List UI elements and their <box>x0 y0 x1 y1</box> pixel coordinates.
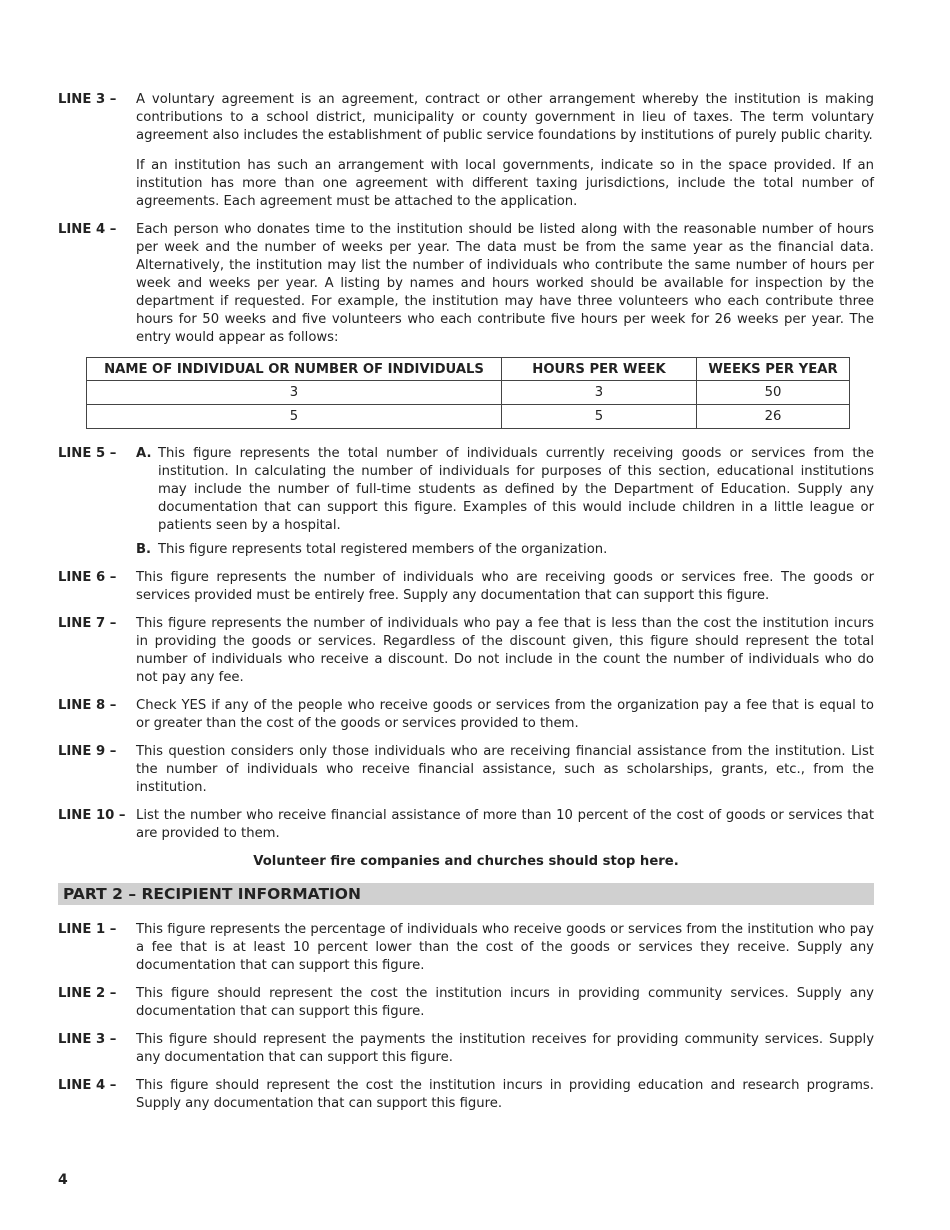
line-label: LINE 9 – <box>58 744 117 759</box>
part2-line1 <box>58 921 874 975</box>
line-text: A voluntary agreement is an agreement, contract or other arrangement whereby the institution is making contributions to a school district, municipality or county government in lieu of taxes. The term voluntary agreement also includes the establishment of public service foundations by institutions of purely public charity. <box>136 92 874 143</box>
part2-line3 <box>58 1031 874 1067</box>
table-cell: 3 <box>502 381 697 405</box>
line-text: This figure should represent the cost the institution incurs in providing community services. Supply any documentation that can support this figure. <box>136 986 874 1019</box>
line-label: LINE 6 – <box>58 570 117 585</box>
part1-line5 <box>58 445 874 559</box>
part1-line8 <box>58 697 874 733</box>
stop-note: Volunteer fire companies and churches should stop here. <box>253 854 679 869</box>
part1-line7 <box>58 615 874 687</box>
line-text: Each person who donates time to the institution should be listed along with the reasonable number of hours per week and the number of weeks per year. The data must be from the same year as the financial data. Alternatively, the institution may list the number of individuals who contribute the same number of hours per week and weeks per year. A listing by names and hours worked should be available for inspection by the department if requested. For example, the institution may have three volunteers who each contribute three hours for 50 weeks and five volunteers who each contribute five hours per week for 26 weeks per year. The entry would appear as follows: <box>136 222 874 345</box>
table-cell: 26 <box>697 405 850 429</box>
sub-label: B. <box>136 542 152 557</box>
part1-line10 <box>58 807 874 843</box>
volunteer-example-table <box>86 357 850 429</box>
line-label: LINE 3 – <box>58 1032 117 1047</box>
line-label: LINE 4 – <box>58 222 117 237</box>
table-row <box>87 381 850 405</box>
line-label: LINE 8 – <box>58 698 117 713</box>
page-number: 4 <box>58 1172 68 1188</box>
line-text: This figure represents the total number of individuals currently receiving goods or services from the institution. In calculating the number of individuals for purposes of this section, educational institutions may include the number of full-time students as defined by the Department of Education. Supply any documentation that can support this figure. Examples of this would include children in a little league or patients seen by a hospital. <box>158 446 874 533</box>
line-text: Check YES if any of the people who receive goods or services from the organization pay a fee that is equal to or greater than the cost of the goods or services provided to them. <box>136 698 874 731</box>
line-label: LINE 4 – <box>58 1078 117 1093</box>
line-text: If an institution has such an arrangement with local governments, indicate so in the space provided. If an institution has more than one agreement with different taxing jurisdictions, include the total number of agreements. Each agreement must be attached to the application. <box>136 158 874 209</box>
line-text: This figure represents total registered members of the organization. <box>158 542 608 557</box>
line-text: This figure represents the number of individuals who are receiving goods or services free. The goods or services provided must be entirely free. Supply any documentation that can support this figure. <box>136 570 874 603</box>
part1-line6 <box>58 569 874 605</box>
line-text: This figure should represent the payments the institution receives for providing community services. Supply any documentation that can support this figure. <box>136 1032 874 1065</box>
part1-line4 <box>58 221 874 347</box>
part2-header: PART 2 – RECIPIENT INFORMATION <box>58 883 874 905</box>
line-label: LINE 3 – <box>58 92 117 107</box>
table-cell: 5 <box>87 405 502 429</box>
line-text: This figure represents the percentage of individuals who receive goods or services from the institution who pay a fee that is at least 10 percent lower than the cost of the goods or services they receive. Supply any documentation that can support this figure. <box>136 922 874 973</box>
sub-label: A. <box>136 446 152 461</box>
line-label: LINE 2 – <box>58 986 117 1001</box>
part2-line2 <box>58 985 874 1021</box>
line-text: This figure should represent the cost the institution incurs in providing education and research programs. Supply any documentation that can support this figure. <box>136 1078 874 1111</box>
line-label: LINE 10 – <box>58 808 126 823</box>
part1-line3 <box>58 91 874 211</box>
line-label: LINE 7 – <box>58 616 117 631</box>
table-cell: 5 <box>502 405 697 429</box>
line-text: This question considers only those individuals who are receiving financial assistance from the institution. List the number of individuals who receive financial assistance, such as scholarships, grants, etc., from the institution. <box>136 744 874 795</box>
line-label: LINE 5 – <box>58 446 117 461</box>
column-header: HOURS PER WEEK <box>502 358 697 381</box>
line-text: List the number who receive financial assistance of more than 10 percent of the cost of goods or services that are provided to them. <box>136 808 874 841</box>
line-label: LINE 1 – <box>58 922 117 937</box>
table-cell: 3 <box>87 381 502 405</box>
line-text: This figure represents the number of individuals who pay a fee that is less than the cost the institution incurs in providing the goods or services. Regardless of the discount given, this figure should represent the total number of individuals who receive a discount. Do not include in the count the number of individuals who do not pay any fee. <box>136 616 874 685</box>
part2-line4 <box>58 1077 874 1113</box>
column-header: WEEKS PER YEAR <box>697 358 850 381</box>
table-cell: 50 <box>697 381 850 405</box>
instructions-content <box>58 91 874 1123</box>
column-header: NAME OF INDIVIDUAL OR NUMBER OF INDIVIDUALS <box>87 358 502 381</box>
table-row <box>87 405 850 429</box>
part1-line9 <box>58 743 874 797</box>
